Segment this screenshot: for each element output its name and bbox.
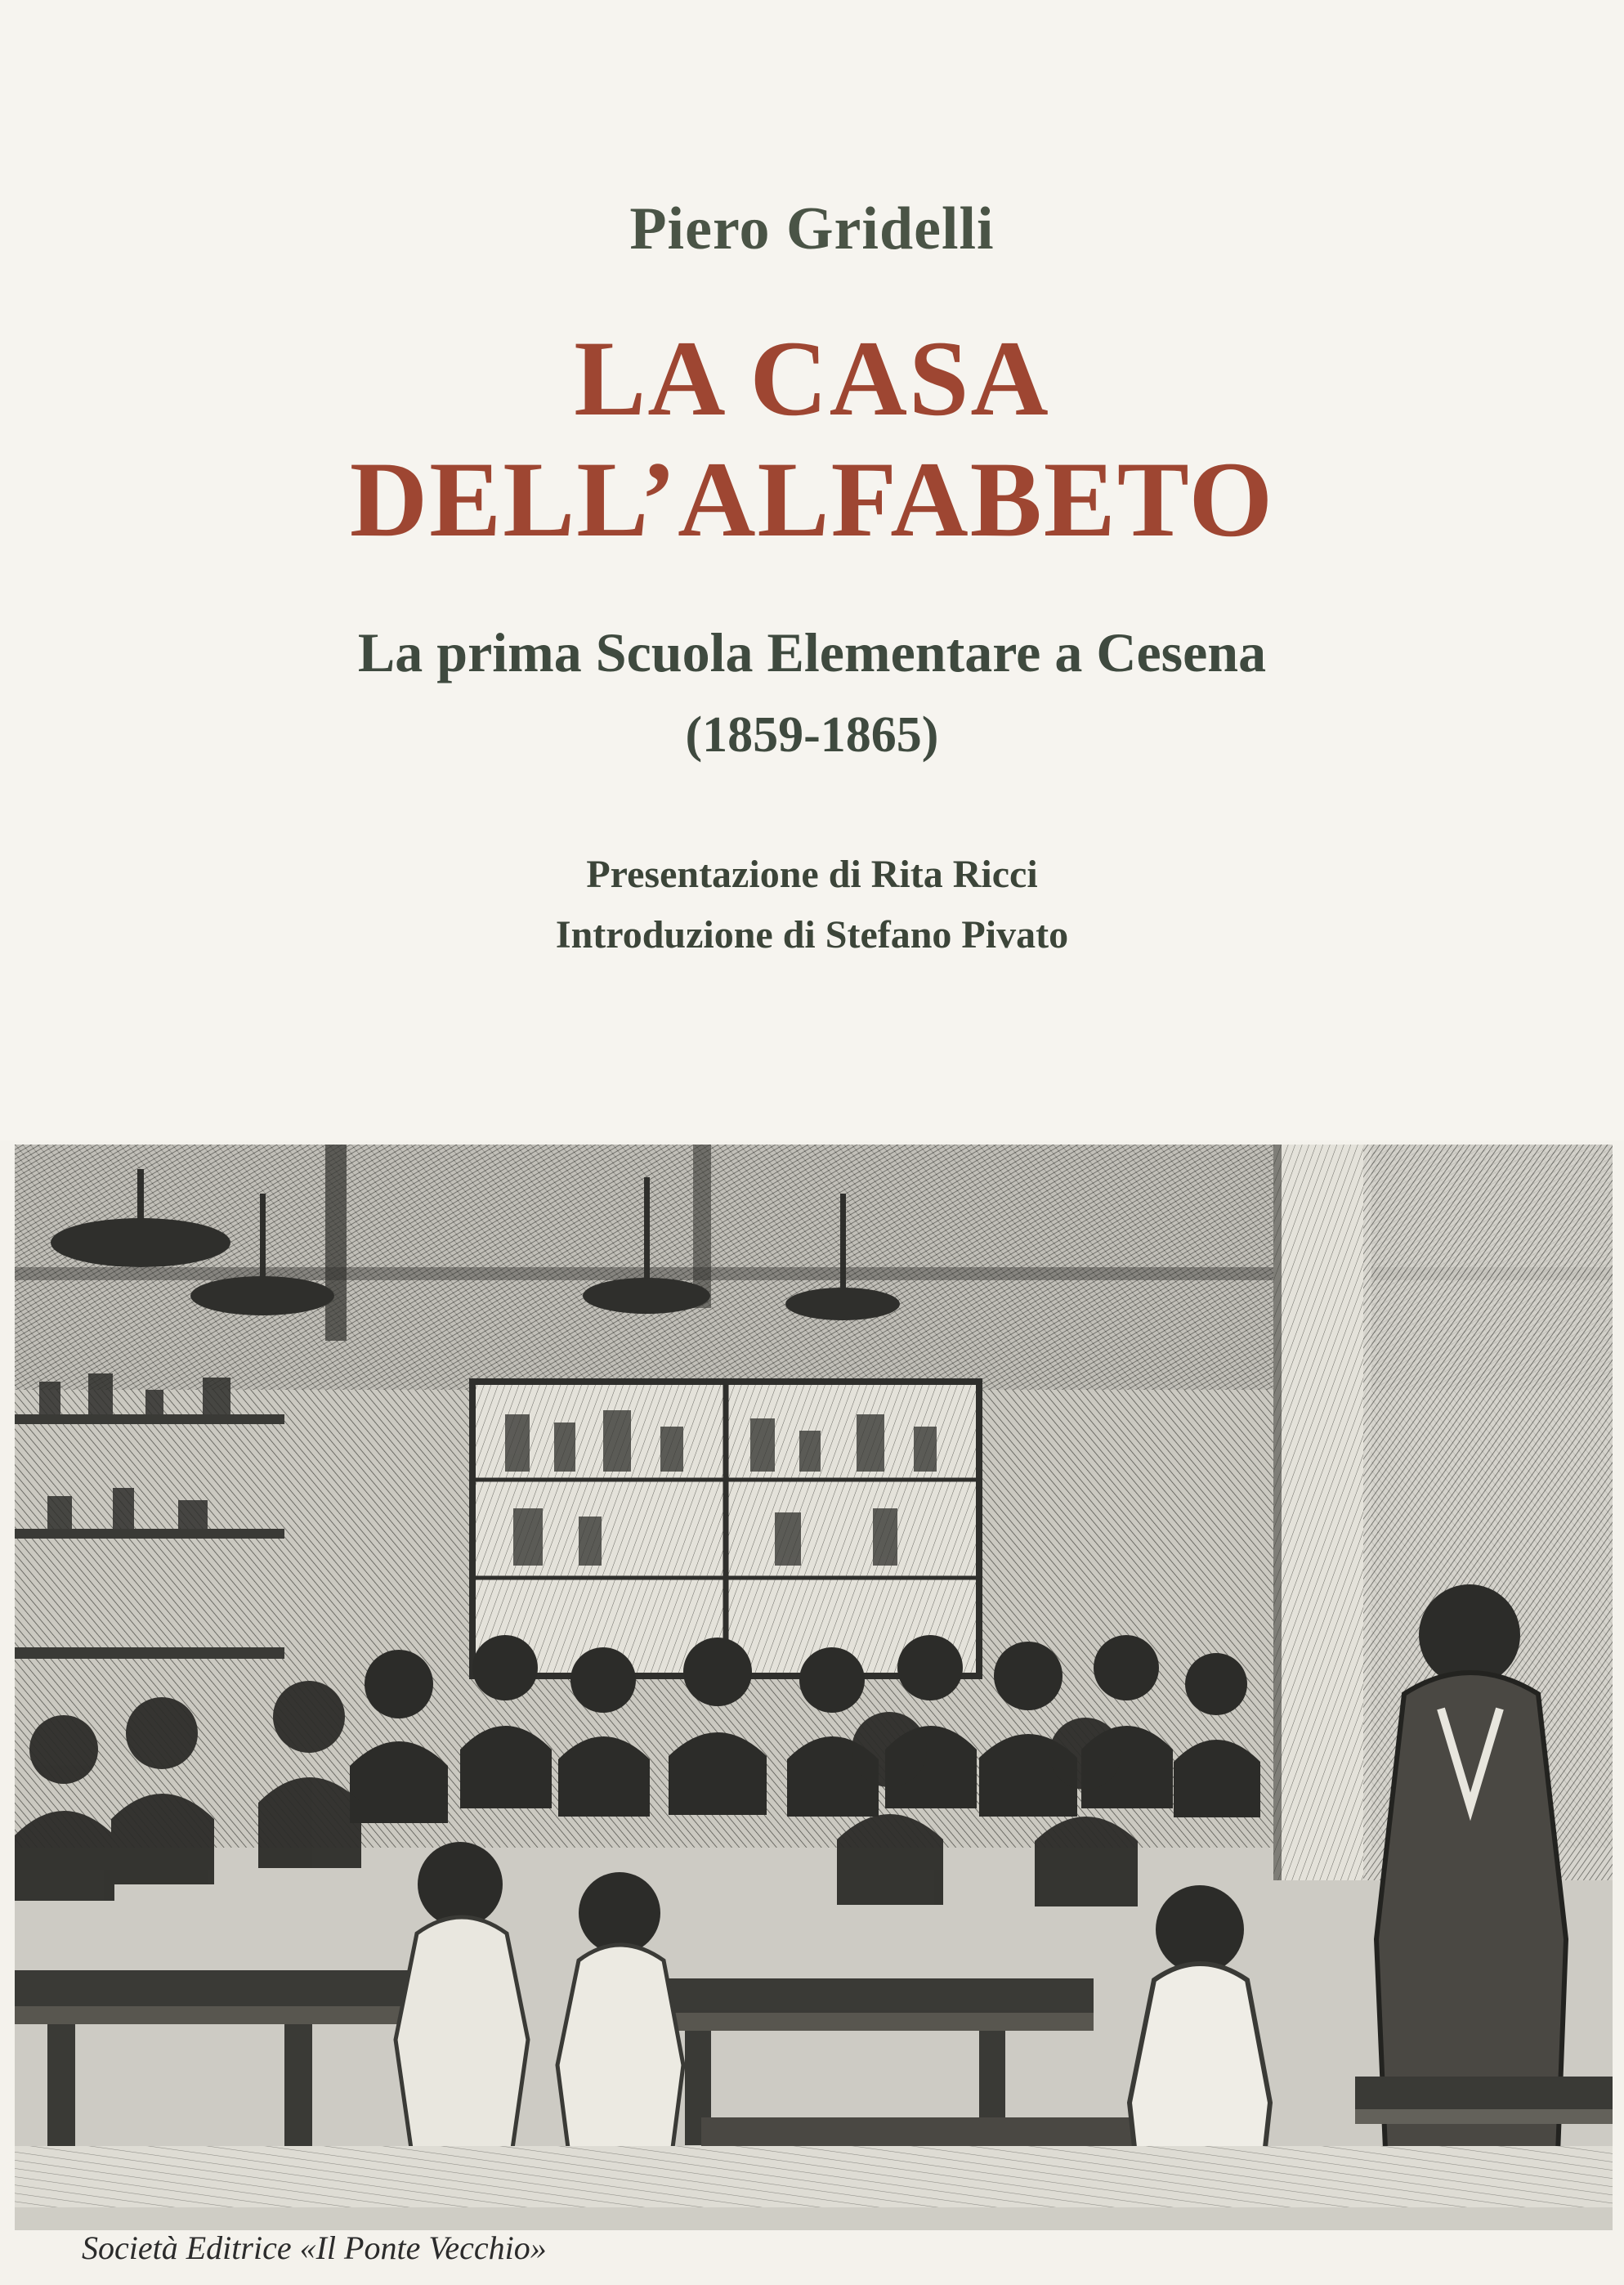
publisher-name: Società Editrice «Il Ponte Vecchio» <box>82 2229 547 2266</box>
book-subtitle-years: (1859-1865) <box>685 706 939 763</box>
book-title-line-2: DELL’ALFABETO <box>349 438 1275 559</box>
classroom-engraving-icon <box>15 1145 1613 2230</box>
credit-introduction: Introduzione di Stefano Pivato <box>555 913 1069 957</box>
cover-illustration <box>15 1145 1613 2230</box>
book-title-line-1: LA CASA <box>574 318 1050 438</box>
credit-presentation: Presentazione di Rita Ricci <box>586 852 1038 896</box>
cover-text-block <box>0 0 1624 1140</box>
book-title <box>0 318 1624 559</box>
author-name: Piero Gridelli <box>629 195 995 262</box>
credits-block <box>0 845 1624 966</box>
book-subtitle: La prima Scuola Elementare a Cesena <box>357 621 1267 683</box>
